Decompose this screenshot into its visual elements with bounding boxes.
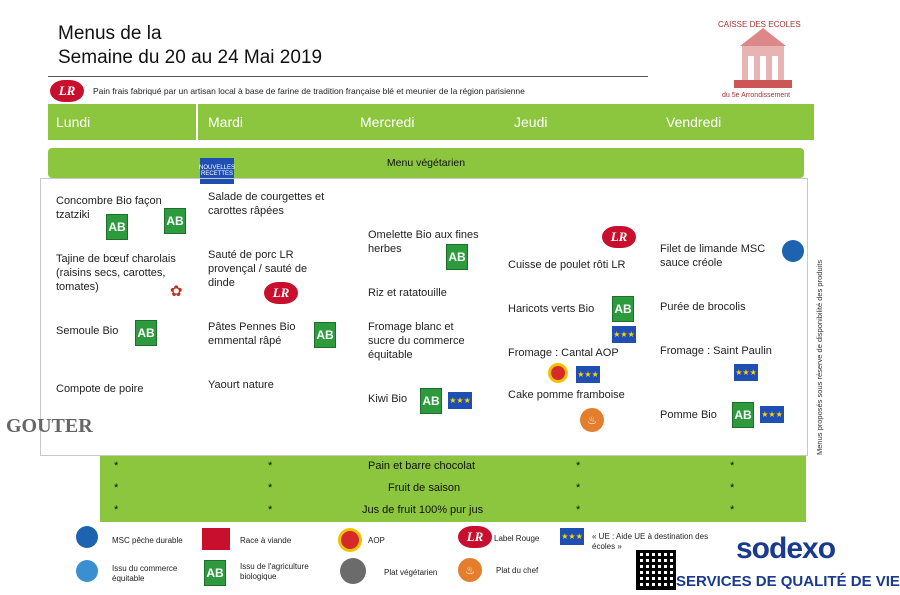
vendredi-dessert: Pomme Bio <box>660 409 717 421</box>
plat-vegetarien-icon <box>340 558 366 584</box>
availability-note: Menus proposés sous réserve de disponibilité des produits <box>815 259 824 455</box>
bio-ab-icon: AB <box>164 208 186 234</box>
legend-label-rouge: Label Rouge <box>494 534 540 543</box>
jeudi-dessert: Cake pomme framboise <box>508 389 625 401</box>
vendredi-side: Purée de brocolis <box>660 301 746 313</box>
label-rouge-icon: LR <box>264 282 298 304</box>
eu-flag-icon: ★★★ <box>760 406 784 423</box>
bio-ab-icon: AB <box>106 214 128 240</box>
bio-ab-icon: AB <box>446 244 468 270</box>
legend-race: Race à viande <box>240 536 292 545</box>
day-header-vendredi: Vendredi <box>650 104 814 140</box>
race-a-viande-icon: ✿ <box>170 283 183 300</box>
day-header-mardi: Mardi <box>198 104 350 140</box>
msc-icon <box>76 526 98 548</box>
sodexo-logo: sodexo <box>736 532 836 565</box>
jeudi-main: Cuisse de poulet rôti LR <box>508 259 626 271</box>
lundi-dessert: Compote de poire <box>56 383 144 395</box>
bio-ab-icon: AB <box>314 322 336 348</box>
mercredi-main: Omelette Bio aux fines herbes <box>368 229 479 255</box>
mardi-dessert: Yaourt nature <box>208 379 274 391</box>
bio-ab-icon: AB <box>135 320 157 346</box>
vegetarian-menu-band: Menu végétarien <box>48 148 804 178</box>
day-header-lundi: Lundi <box>48 104 196 140</box>
eu-flag-icon: ★★★ <box>448 392 472 409</box>
mardi-main: Sauté de porc LR provençal / sauté de dinde <box>208 249 308 289</box>
day-header-jeudi: Jeudi <box>500 104 658 140</box>
mercredi-side: Riz et ratatouille <box>368 287 447 299</box>
bio-ab-icon: AB <box>612 296 634 322</box>
sodexo-tagline: SERVICES DE QUALITÉ DE VIE <box>676 573 900 590</box>
qr-code[interactable] <box>636 550 676 590</box>
bread-notice: Pain frais fabriqué par un artisan local à base de farine de tradition française blé et meunier de la région parisienne <box>93 86 525 96</box>
plat-du-chef-icon: ♨ <box>458 558 482 582</box>
page-title: Menus de la Semaine du 20 au 24 Mai 2019 <box>58 23 323 68</box>
lundi-starter: Concombre Bio façon tzatziki <box>56 195 162 221</box>
mercredi-dessert: Kiwi Bio <box>368 393 408 405</box>
caisse-des-ecoles-logo: CAISSE DES ECOLES du 5e Arrondissement <box>712 18 814 104</box>
label-rouge-icon: LR <box>50 80 84 102</box>
gouter-label: GOUTER <box>6 415 93 437</box>
aop-icon <box>338 528 362 552</box>
eu-flag-icon: ★★★ <box>612 326 636 343</box>
msc-icon <box>782 240 804 262</box>
aop-icon <box>548 363 568 383</box>
legend-ue: « UE : Aide UE à destination des écoles » <box>592 532 709 551</box>
day-header-mercredi: Mercredi <box>348 104 506 140</box>
bio-ab-icon: AB <box>204 560 226 586</box>
legend-bio: Issu de l'agriculture biologique <box>240 562 309 581</box>
label-rouge-icon: LR <box>458 526 492 548</box>
mardi-starter: Salade de courgettes et carottes râpées <box>208 191 325 217</box>
legend-commerce: Issu du commerce équitable <box>112 564 178 583</box>
mercredi-cheese: Fromage blanc et sucre du commerce équitable <box>368 321 465 361</box>
legend-aop: AOP <box>368 536 385 545</box>
race-a-viande-icon <box>202 528 230 550</box>
snack-row: * * Jus de fruit 100% pur jus * * <box>100 500 806 522</box>
plat-du-chef-icon: ♨ <box>580 408 604 432</box>
eu-flag-icon: ★★★ <box>560 528 584 545</box>
lundi-side: Semoule Bio <box>56 325 119 337</box>
mardi-side: Pâtes Pennes Bio emmental râpé <box>208 321 296 347</box>
bio-ab-icon: AB <box>420 388 442 414</box>
title-divider <box>48 76 648 77</box>
legend-vegetal: Plat végétarien <box>384 568 438 577</box>
vendredi-main: Filet de limande MSC sauce créole <box>660 243 766 269</box>
legend-chef: Plat du chef <box>496 566 539 575</box>
label-rouge-icon: LR <box>602 226 636 248</box>
nouvelles-recettes-badge: NOUVELLES RECETTES <box>200 158 234 184</box>
eu-flag-icon: ★★★ <box>576 366 600 383</box>
snack-row: * * Fruit de saison * * <box>100 478 806 500</box>
bio-ab-icon: AB <box>732 402 754 428</box>
commerce-equitable-icon <box>76 560 98 582</box>
vendredi-cheese: Fromage : Saint Paulin <box>660 345 772 357</box>
lundi-main: Tajine de bœuf charolais (raisins secs, carottes, tomates) <box>56 253 176 293</box>
eu-flag-icon: ★★★ <box>734 364 758 381</box>
jeudi-cheese: Fromage : Cantal AOP <box>508 347 619 359</box>
snack-row: * * Pain et barre chocolat * * <box>100 456 806 478</box>
jeudi-side: Haricots verts Bio <box>508 303 595 315</box>
legend-msc: MSC pêche durable <box>112 536 183 545</box>
